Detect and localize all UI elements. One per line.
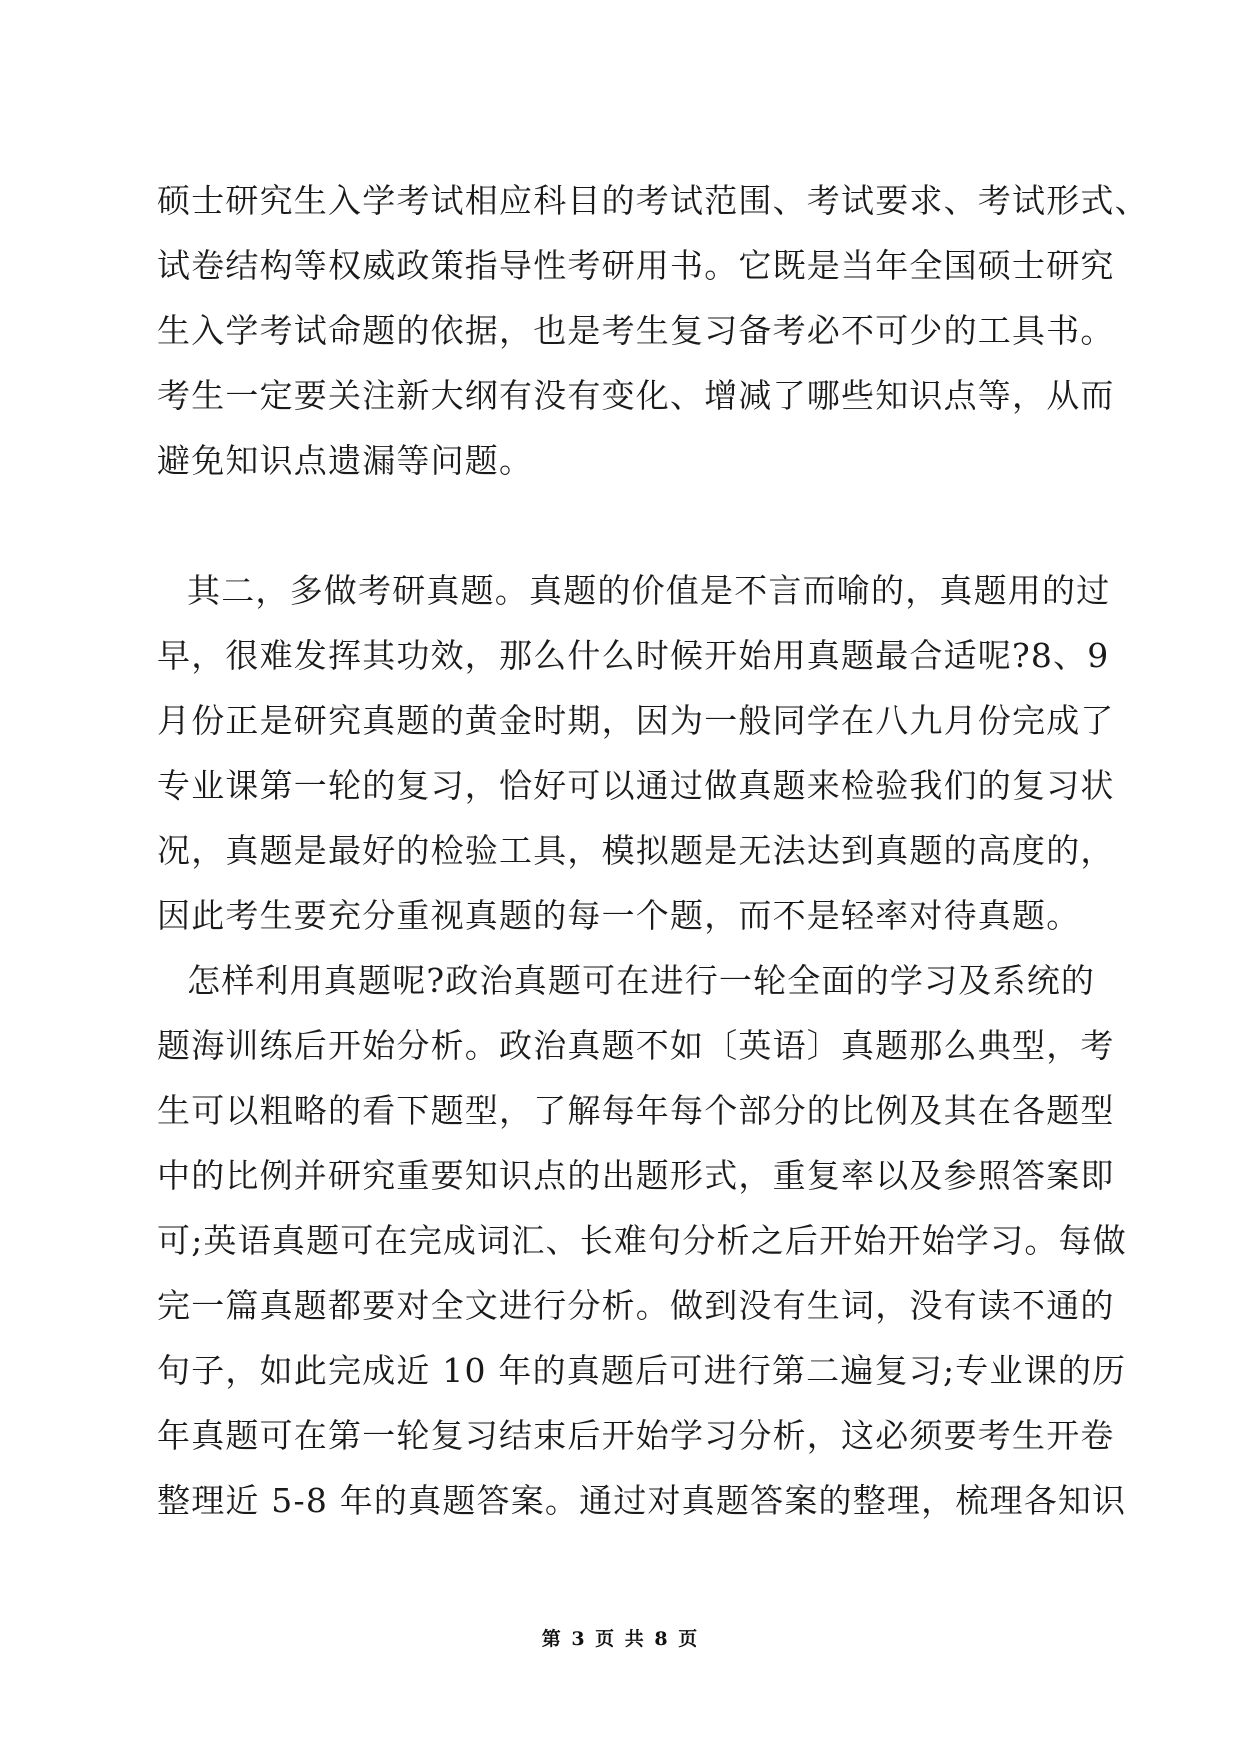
- text-line: 生入学考试命题的依据，也是考生复习备考必不可少的工具书。: [157, 311, 1115, 350]
- text-line: 早，很难发挥其功效，那么什么时候开始用真题最合适呢?8、9: [157, 636, 1110, 675]
- text-line: 考生一定要关注新大纲有没有变化、增减了哪些知识点等，从而: [157, 376, 1115, 415]
- text-line: 生可以粗略的看下题型，了解每年每个部分的比例及其在各题型: [157, 1091, 1115, 1130]
- text-line: 题海训练后开始分析。政治真题不如〔英语〕真题那么典型，考: [157, 1026, 1115, 1065]
- page-footer: [0, 1624, 1241, 1651]
- paragraph-2: [157, 558, 1115, 948]
- text-line: 年真题可在第一轮复习结束后开始学习分析，这必须要考生开卷: [157, 1416, 1115, 1455]
- text-line: 因此考生要充分重视真题的每一个题，而不是轻率对待真题。: [157, 896, 1081, 935]
- page-number-label: 第 3 页 共 8 页: [541, 1628, 700, 1650]
- text-line: 句子，如此完成近 10 年的真题后可进行第二遍复习;专业课的历: [157, 1351, 1127, 1390]
- text-line: 中的比例并研究重要知识点的出题形式，重复率以及参照答案即: [157, 1156, 1115, 1195]
- text-line: 专业课第一轮的复习，恰好可以通过做真题来检验我们的复习状: [157, 766, 1115, 805]
- paragraph-1: [157, 168, 1149, 493]
- text-line: 怎样利用真题呢?政治真题可在进行一轮全面的学习及系统的: [187, 961, 1096, 1000]
- document-body: [157, 168, 1149, 1533]
- paragraph-3: [157, 948, 1127, 1533]
- text-line: 其二，多做考研真题。真题的价值是不言而喻的，真题用的过: [187, 571, 1111, 610]
- text-line: 试卷结构等权威政策指导性考研用书。它既是当年全国硕士研究: [157, 246, 1115, 285]
- text-line: 况，真题是最好的检验工具，模拟题是无法达到真题的高度的，: [157, 831, 1115, 870]
- text-line: 完一篇真题都要对全文进行分析。做到没有生词，没有读不通的: [157, 1286, 1115, 1325]
- text-line: 可;英语真题可在完成词汇、长难句分析之后开始开始学习。每做: [157, 1221, 1127, 1260]
- paragraph-spacer: [157, 493, 1087, 558]
- text-line: 避免知识点遗漏等问题。: [157, 441, 534, 480]
- text-line: 硕士研究生入学考试相应科目的考试范围、考试要求、考试形式、: [157, 181, 1149, 220]
- text-line: 月份正是研究真题的黄金时期，因为一般同学在八九月份完成了: [157, 701, 1115, 740]
- text-line: 整理近 5-8 年的真题答案。通过对真题答案的整理，梳理各知识: [157, 1481, 1127, 1520]
